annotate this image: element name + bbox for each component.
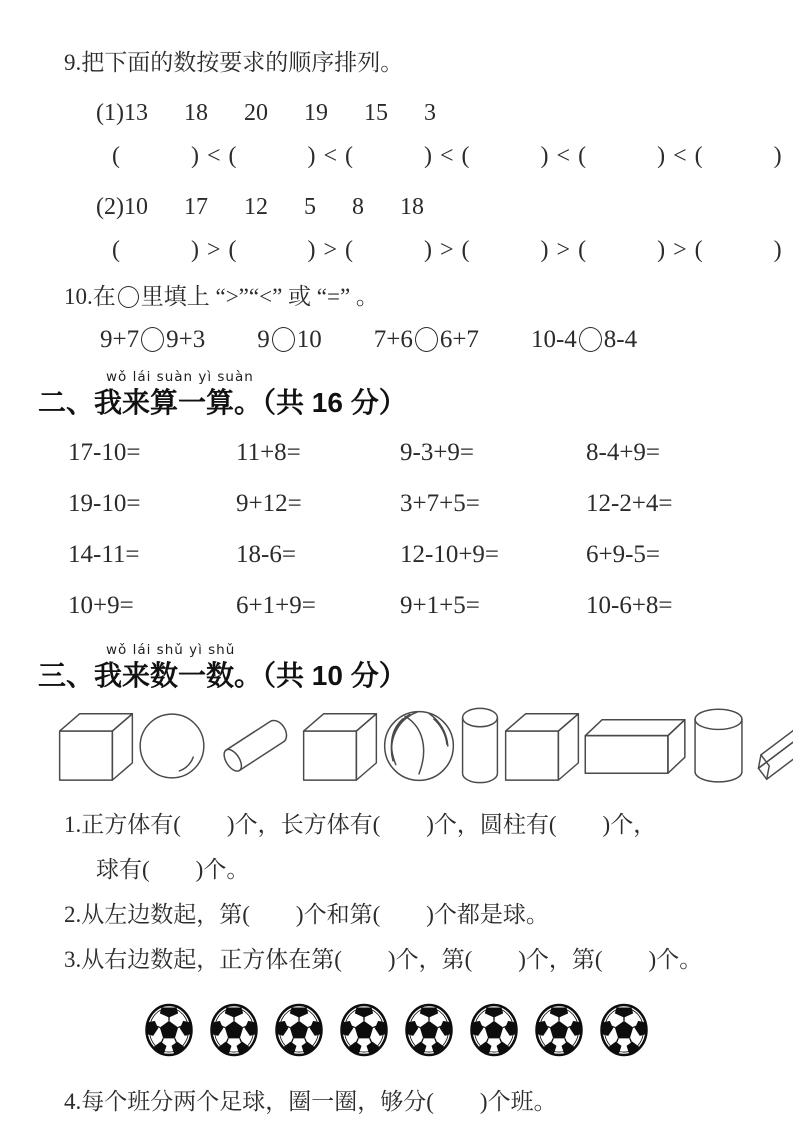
circle-icon — [415, 327, 438, 352]
section3-header — [0, 643, 793, 694]
soccer-ball-icon — [339, 1001, 389, 1059]
q10-title-post: 里填上 “>”“<” 或 “=” 。 — [140, 284, 379, 309]
compare-item: 10-4 8-4 — [530, 326, 638, 353]
shapes-row — [0, 700, 793, 792]
q9-title: 9.把下面的数按要求的顺序排列。 — [64, 50, 404, 75]
calc-expression: 18-6= — [236, 540, 296, 568]
soccer-ball-icon — [469, 1001, 519, 1059]
calc-expression: 14-11= — [68, 540, 140, 568]
count-q2: 2.从左边数起，第( )个和第( )个都是球。 — [64, 902, 549, 927]
calc-expression: 3+7+5= — [400, 489, 480, 517]
count-q1-line1: 1.正方体有( )个，长方体有( )个，圆柱有( )个， — [64, 812, 657, 837]
section2-header — [0, 370, 793, 421]
calc-expression: 9+1+5= — [400, 591, 480, 619]
soccer-ball-icon — [404, 1001, 454, 1059]
cuboid-icon — [582, 715, 690, 777]
cylinder-wide-icon — [690, 707, 747, 785]
q9-part1-numbers: (1)13 18 20 19 15 3 — [96, 100, 436, 126]
calc-expression: 6+1+9= — [236, 591, 316, 619]
count-q1-line2: 球有( )个。 — [96, 857, 250, 882]
cuboid-tilted-icon — [747, 707, 793, 785]
circle-icon — [141, 327, 164, 352]
calc-expression: 17-10= — [68, 438, 141, 466]
cube-icon — [502, 709, 582, 784]
soccer-ball-icon — [599, 1001, 649, 1059]
calc-expression: 9+12= — [236, 489, 302, 517]
cylinder-icon — [458, 706, 502, 786]
q10-title-pre: 10.在 — [64, 284, 116, 309]
q9-part2-numbers: (2)10 17 12 5 8 18 — [96, 194, 424, 220]
section2-pinyin: wǒ lái suàn yì suàn — [106, 369, 254, 385]
cylinder-tilted-icon — [208, 709, 300, 784]
balls-row — [0, 999, 793, 1061]
calc-expression: 10-6+8= — [586, 591, 673, 619]
cube-icon — [300, 709, 380, 784]
section2-title: 二、我来算一算。（共 16 分） — [38, 387, 407, 418]
compare-item: 7+6 6+7 — [373, 326, 479, 353]
compare-item: 9 10 — [257, 326, 322, 353]
q9-part2-blanks: ( ) > ( ) > ( ) > ( ) > ( ) > ( ) — [112, 237, 783, 263]
calc-expression: 19-10= — [68, 489, 141, 517]
circle-icon — [579, 327, 602, 352]
count-q4: 4.每个班分两个足球，圈一圈，够分( )个班。 — [64, 1089, 557, 1114]
soccer-ball-icon — [534, 1001, 584, 1059]
calc-expression: 12-10+9= — [400, 540, 500, 568]
cube-icon — [56, 709, 136, 784]
count-q3: 3.从右边数起，正方体在第( )个，第( )个，第( )个。 — [64, 947, 703, 972]
volleyball-icon — [380, 707, 458, 785]
calc-expression: 8-4+9= — [586, 438, 661, 466]
circle-icon — [118, 286, 139, 308]
compare-item: 9+7 9+3 — [100, 326, 206, 353]
calc-grid — [0, 427, 793, 631]
calc-expression: 10+9= — [68, 591, 134, 619]
soccer-ball-icon — [144, 1001, 194, 1059]
compare-row — [0, 326, 793, 354]
q9-part1-blanks: ( ) < ( ) < ( ) < ( ) < ( ) < ( ) — [112, 143, 783, 169]
section3-title: 三、我来数一数。（共 10 分） — [38, 660, 407, 691]
soccer-ball-icon — [274, 1001, 324, 1059]
calc-expression: 11+8= — [236, 438, 301, 466]
calc-expression: 6+9-5= — [586, 540, 661, 568]
section3-pinyin: wǒ lái shǔ yì shǔ — [106, 642, 236, 658]
sphere-icon — [136, 710, 208, 782]
calc-expression: 9-3+9= — [400, 438, 475, 466]
q10-title — [0, 282, 793, 312]
circle-icon — [272, 327, 295, 352]
calc-expression: 12-2+4= — [586, 489, 673, 517]
soccer-ball-icon — [209, 1001, 259, 1059]
